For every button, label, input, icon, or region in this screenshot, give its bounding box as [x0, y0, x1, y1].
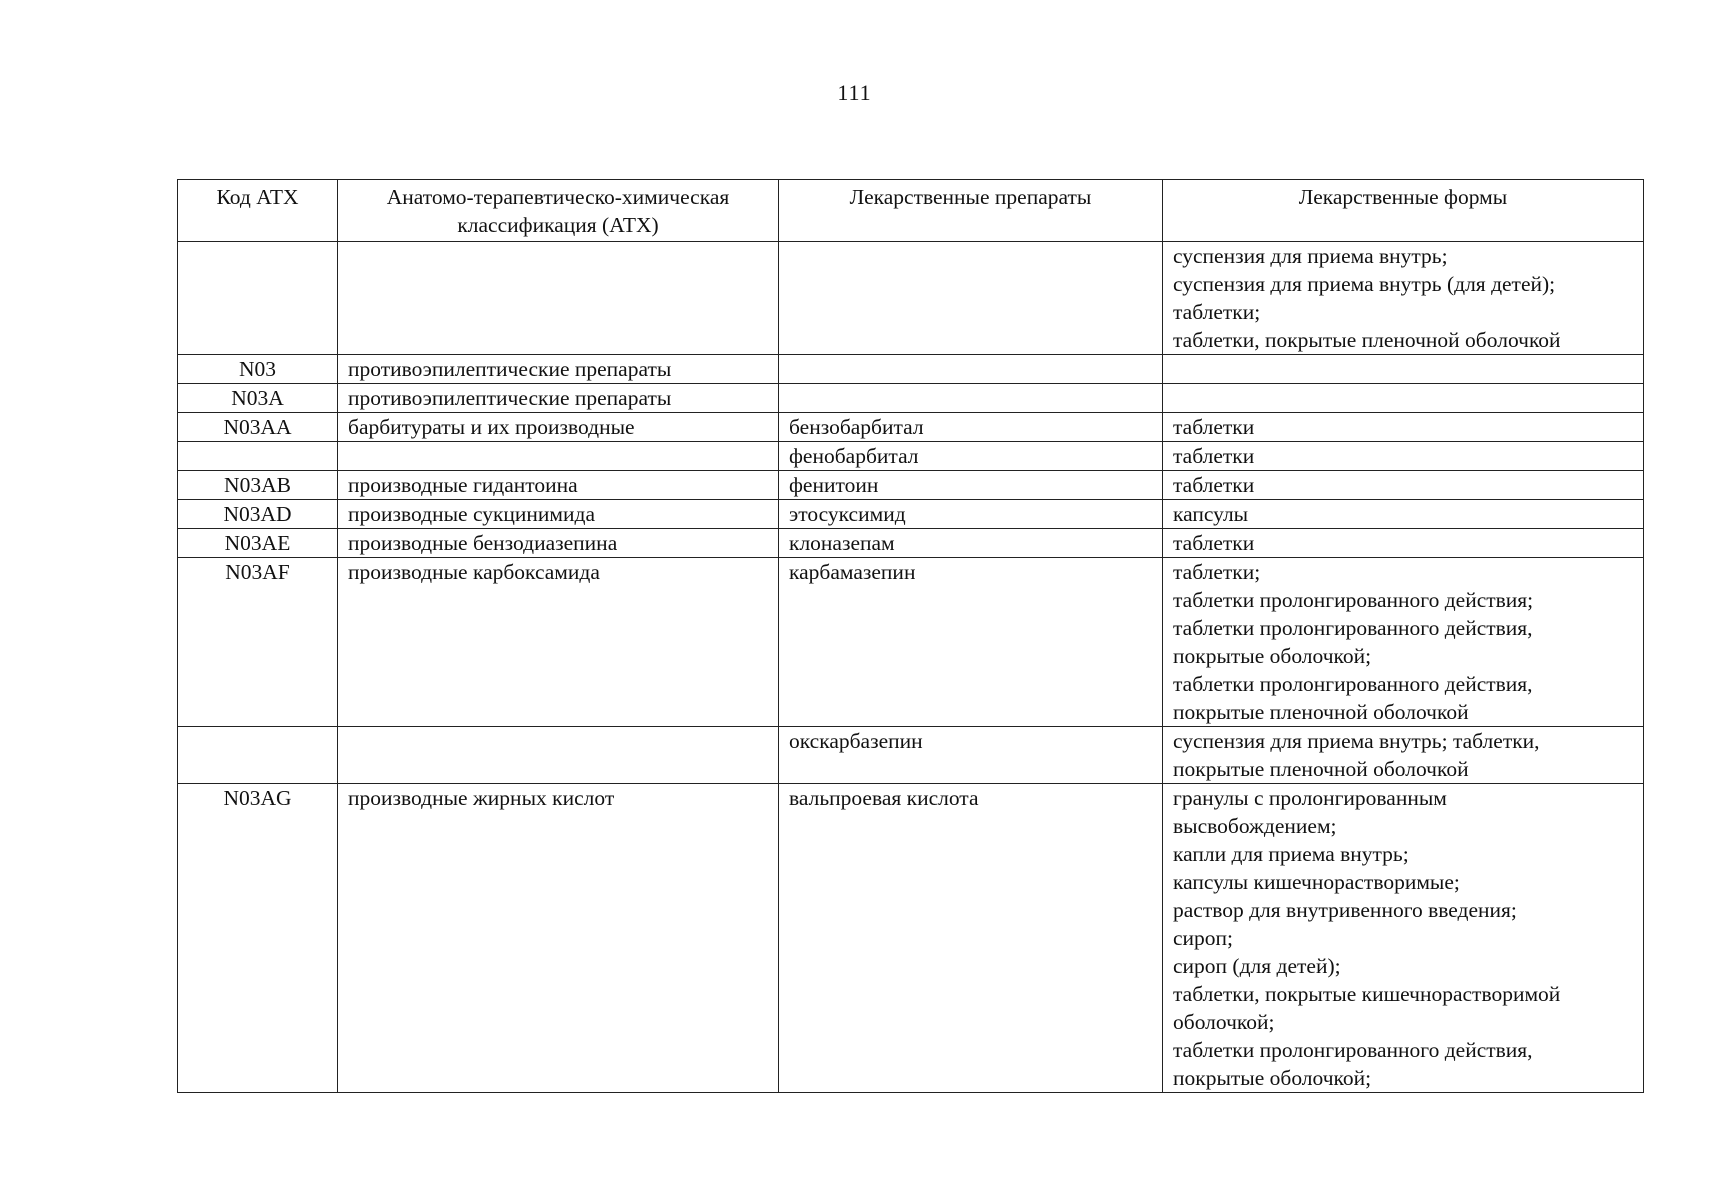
cell-classification: [338, 727, 779, 784]
table-row: [178, 558, 1644, 727]
cell-code: N03: [178, 355, 338, 384]
form-line: капли для приема внутрь;: [1173, 842, 1409, 866]
cell-drug: окскарбазепин: [779, 727, 1163, 784]
cell-drug: [779, 242, 1163, 355]
table-row: [178, 413, 1644, 442]
cell-classification: производные карбоксамида: [338, 558, 779, 727]
atx-drug-table: [177, 179, 1644, 1093]
page-number: 111: [837, 80, 872, 105]
cell-forms: [1163, 413, 1644, 442]
table-body: [178, 242, 1644, 1093]
cell-classification: противоэпилептические препараты: [338, 355, 779, 384]
cell-forms: [1163, 442, 1644, 471]
table-header-row: [178, 180, 1644, 242]
cell-forms: [1163, 384, 1644, 413]
form-line: таблетки, покрытые пленочной оболочкой: [1173, 328, 1561, 352]
form-line: суспензия для приема внутрь; таблетки,: [1173, 729, 1540, 753]
cell-code: N03AA: [178, 413, 338, 442]
cell-classification: производные гидантоина: [338, 471, 779, 500]
cell-code: [178, 242, 338, 355]
form-line: таблетки: [1173, 473, 1255, 497]
cell-drug: вальпроевая кислота: [779, 784, 1163, 1093]
cell-drug: клоназепам: [779, 529, 1163, 558]
form-line: таблетки;: [1173, 560, 1261, 584]
table-row: [178, 500, 1644, 529]
cell-code: [178, 727, 338, 784]
cell-drug: карбамазепин: [779, 558, 1163, 727]
table-row: [178, 384, 1644, 413]
form-line: покрытые пленочной оболочкой: [1173, 757, 1469, 781]
table-row: [178, 784, 1644, 1093]
form-line: таблетки пролонгированного действия,: [1173, 616, 1533, 640]
cell-forms: [1163, 784, 1644, 1093]
cell-classification: производные сукцинимида: [338, 500, 779, 529]
form-line: таблетки пролонгированного действия;: [1173, 588, 1534, 612]
cell-forms: [1163, 355, 1644, 384]
form-line: таблетки: [1173, 415, 1255, 439]
header-code: Код АТХ: [178, 180, 338, 242]
cell-classification: противоэпилептические препараты: [338, 384, 779, 413]
form-line: таблетки пролонгированного действия,: [1173, 1038, 1533, 1062]
cell-drug: [779, 355, 1163, 384]
cell-code: N03A: [178, 384, 338, 413]
form-line: таблетки, покрытые кишечнорастворимой: [1173, 982, 1561, 1006]
form-line: суспензия для приема внутрь;: [1173, 244, 1448, 268]
form-line: таблетки;: [1173, 300, 1261, 324]
cell-classification: [338, 242, 779, 355]
form-line: покрытые пленочной оболочкой: [1173, 700, 1469, 724]
form-line: таблетки пролонгированного действия,: [1173, 672, 1533, 696]
cell-forms: [1163, 471, 1644, 500]
form-line: сироп (для детей);: [1173, 954, 1341, 978]
cell-classification: [338, 442, 779, 471]
cell-code: N03AF: [178, 558, 338, 727]
form-line: покрытые оболочкой;: [1173, 644, 1372, 668]
table-row: [178, 529, 1644, 558]
cell-drug: фенитоин: [779, 471, 1163, 500]
cell-drug: фенобарбитал: [779, 442, 1163, 471]
form-line: таблетки: [1173, 444, 1255, 468]
cell-forms: [1163, 242, 1644, 355]
cell-classification: производные бензодиазепина: [338, 529, 779, 558]
cell-forms: [1163, 558, 1644, 727]
cell-drug: [779, 384, 1163, 413]
header-drugs: Лекарственные препараты: [779, 180, 1163, 242]
table-row: [178, 242, 1644, 355]
cell-code: N03AD: [178, 500, 338, 529]
cell-code: [178, 442, 338, 471]
form-line: высвобождением;: [1173, 814, 1337, 838]
table-row: [178, 355, 1644, 384]
form-line: капсулы кишечнорастворимые;: [1173, 870, 1460, 894]
form-line: суспензия для приема внутрь (для детей);: [1173, 272, 1556, 296]
form-line: оболочкой;: [1173, 1010, 1275, 1034]
cell-code: N03AE: [178, 529, 338, 558]
form-line: покрытые оболочкой;: [1173, 1066, 1372, 1090]
cell-forms: [1163, 727, 1644, 784]
cell-classification: производные жирных кислот: [338, 784, 779, 1093]
form-line: капсулы: [1173, 502, 1249, 526]
table-row: [178, 442, 1644, 471]
cell-code: N03AG: [178, 784, 338, 1093]
form-line: гранулы с пролонгированным: [1173, 786, 1447, 810]
header-classification: Анатомо-терапевтическо-химическая классификация (АТХ): [338, 180, 779, 242]
cell-classification: барбитураты и их производные: [338, 413, 779, 442]
form-line: таблетки: [1173, 531, 1255, 555]
cell-forms: [1163, 500, 1644, 529]
cell-drug: бензобарбитал: [779, 413, 1163, 442]
form-line: сироп;: [1173, 926, 1234, 950]
table-row: [178, 727, 1644, 784]
cell-drug: этосуксимид: [779, 500, 1163, 529]
cell-forms: [1163, 529, 1644, 558]
cell-code: N03AB: [178, 471, 338, 500]
form-line: раствор для внутривенного введения;: [1173, 898, 1517, 922]
table-row: [178, 471, 1644, 500]
header-forms: Лекарственные формы: [1163, 180, 1644, 242]
